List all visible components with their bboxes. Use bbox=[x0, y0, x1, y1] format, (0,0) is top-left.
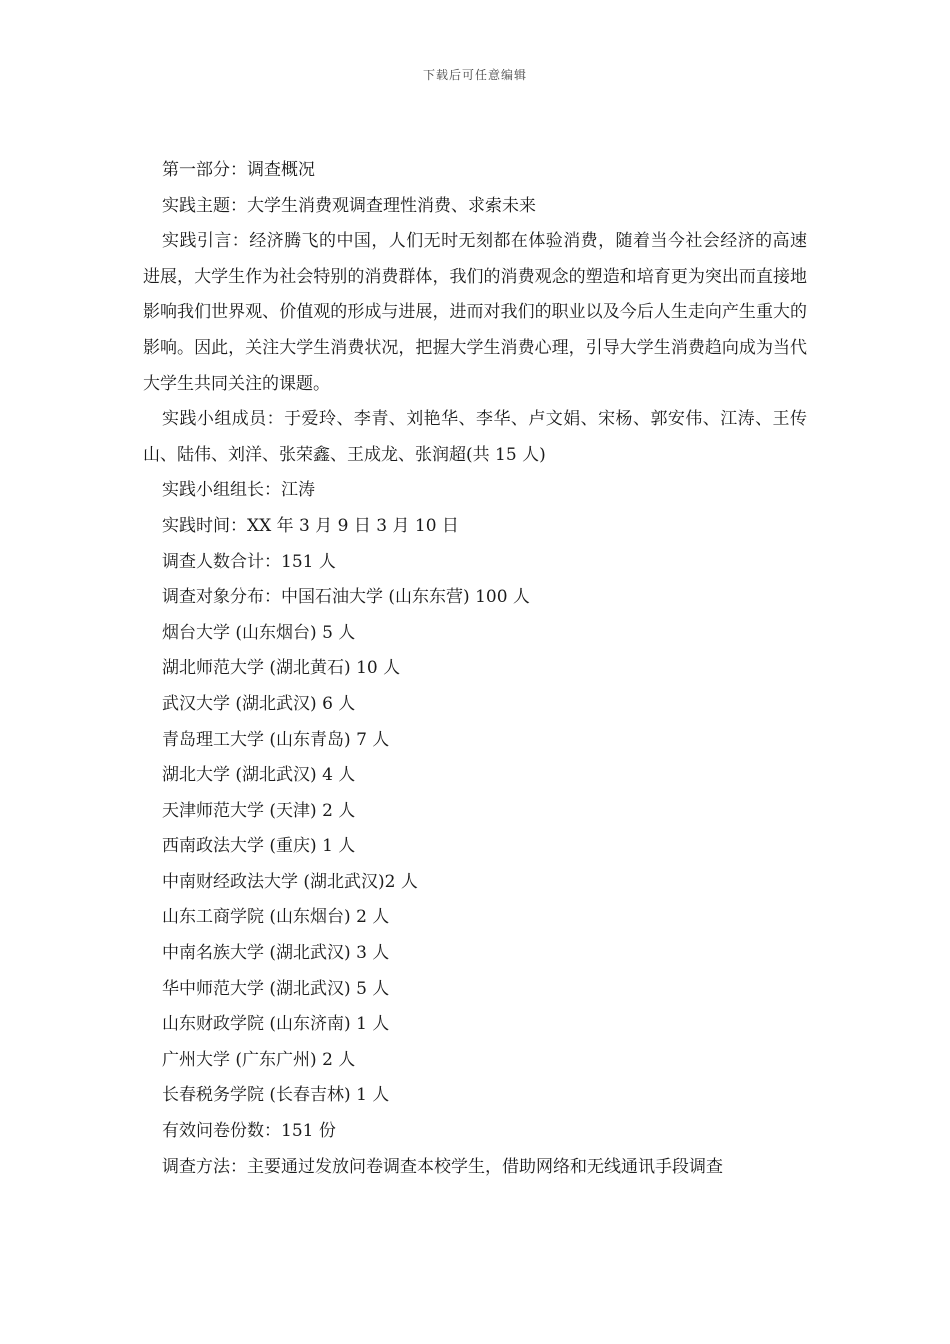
list-item: 湖北大学 (湖北武汉) 4 人 bbox=[162, 765, 356, 786]
practice-theme: 实践主题：大学生消费观调查理性消费、求索未来 bbox=[162, 195, 536, 216]
survey-distribution: 调查对象分布：中国石油大学 (山东东营) 100 人 bbox=[162, 587, 530, 608]
list-item: 华中师范大学 (湖北武汉) 5 人 bbox=[162, 978, 390, 999]
list-item: 中南名族大学 (湖北武汉) 3 人 bbox=[162, 943, 390, 964]
list-item: 湖北师范大学 (湖北黄石) 10 人 bbox=[162, 658, 401, 679]
list-item: 山东工商学院 (山东烟台) 2 人 bbox=[162, 907, 390, 928]
practice-intro: 实践引言：经济腾飞的中国，人们无时无刻都在体验消费，随着当今社会经济的高速进展，大学生作为社会特别的消费群体，我们的消费观念的塑造和培育更为突出而直接地影响我们世界观、价值观的形成与进展，进而对我们的职业以及今后人生走向产生重大的影响。因此，关注大学生消费状况，把握大学生消费心理，引导大学生消费趋向成为当代大学生共同关注的课题。 bbox=[143, 231, 807, 394]
list-item: 长春税务学院 (长春吉林) 1 人 bbox=[162, 1085, 390, 1106]
valid-questionnaires: 有效问卷份数：151 份 bbox=[162, 1121, 336, 1142]
list-item: 广州大学 (广东广州) 2 人 bbox=[162, 1049, 356, 1070]
survey-total: 调查人数合计：151 人 bbox=[162, 551, 336, 572]
group-members: 实践小组成员：于爱玲、李青、刘艳华、李华、卢文娟、宋杨、郭安伟、江涛、王传山、陆伟、刘洋、张荣鑫、王成龙、张润超(共 15 人) bbox=[143, 409, 807, 465]
group-leader: 实践小组组长：江涛 bbox=[162, 480, 315, 501]
section-heading: 第一部分：调查概况 bbox=[162, 160, 315, 180]
list-item: 武汉大学 (湖北武汉) 6 人 bbox=[162, 693, 356, 714]
list-item: 青岛理工大学 (山东青岛) 7 人 bbox=[162, 729, 390, 750]
list-item: 天津师范大学 (天津) 2 人 bbox=[162, 800, 356, 821]
practice-time: 实践时间：XX 年 3 月 9 日 3 月 10 日 bbox=[162, 515, 459, 536]
page-header: 下载后可任意编辑 bbox=[422, 68, 527, 82]
list-item: 山东财政学院 (山东济南) 1 人 bbox=[162, 1014, 390, 1035]
list-item: 西南政法大学 (重庆) 1 人 bbox=[162, 836, 356, 857]
survey-method: 调查方法：主要通过发放问卷调查本校学生，借助网络和无线通讯手段调查 bbox=[162, 1156, 723, 1177]
list-item: 中南财经政法大学 (湖北武汉)2 人 bbox=[162, 871, 418, 892]
list-item: 烟台大学 (山东烟台) 5 人 bbox=[162, 622, 356, 643]
document-body bbox=[143, 153, 807, 1185]
